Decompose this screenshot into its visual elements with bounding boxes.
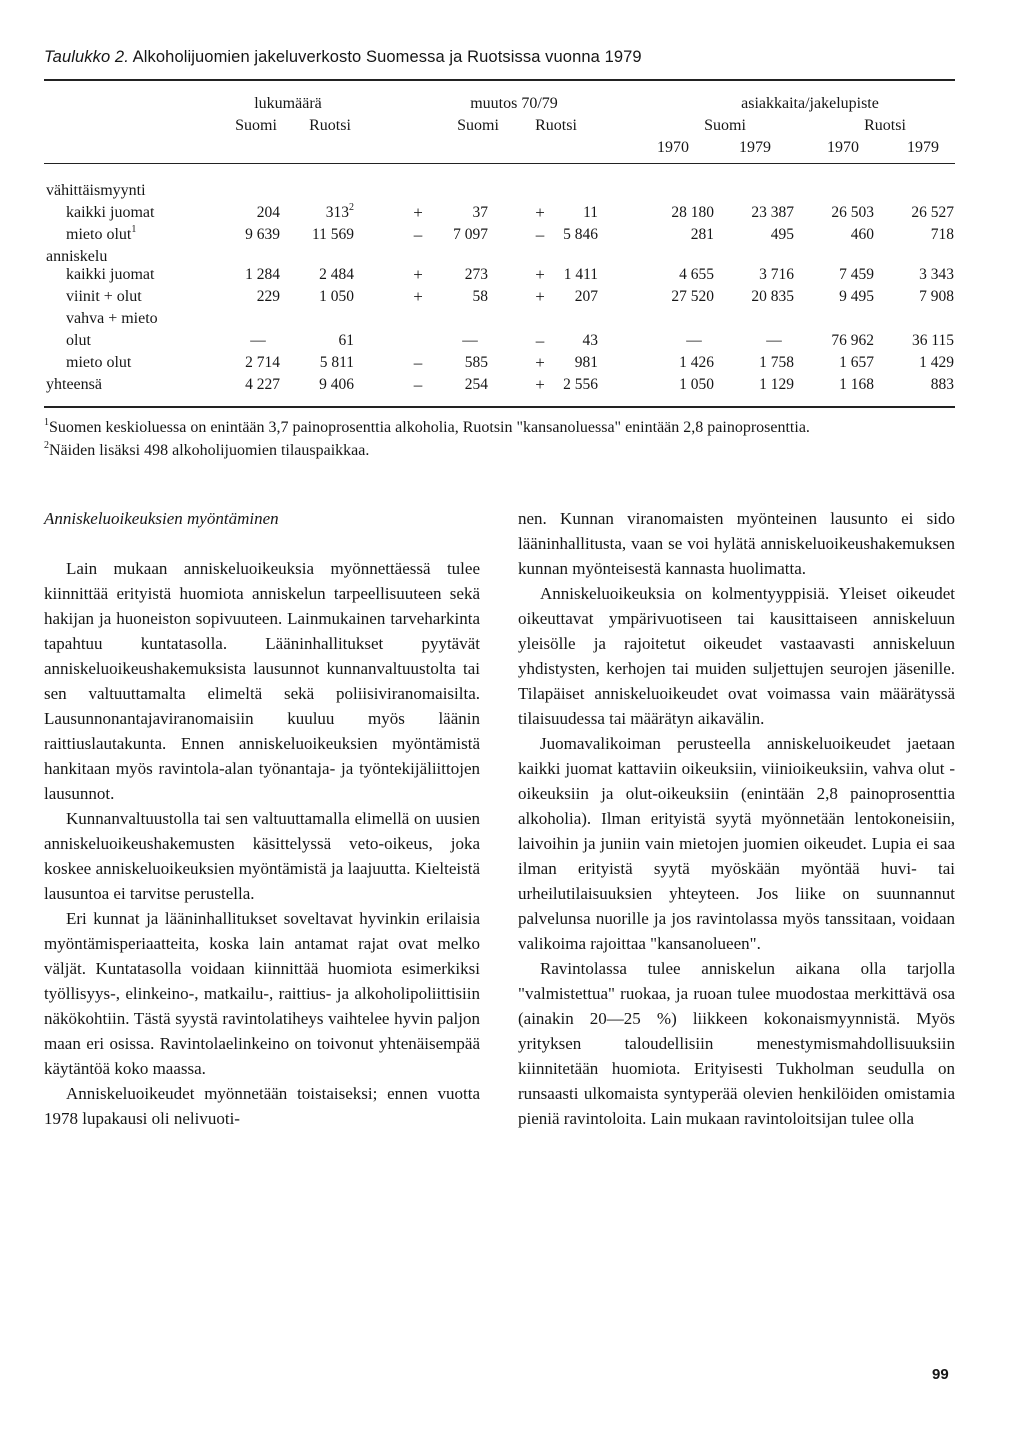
cell-cust-se-1979: 1 429 (919, 354, 954, 371)
header-country-change-se: Ruotsi (535, 117, 577, 134)
cell-footnote-mark: 2 (349, 201, 354, 213)
cell-cust-fi-1970: 1 426 (679, 354, 714, 371)
paragraph: Lain mukaan anniskeluoikeuksia myönnettäessä tulee kiinnittää erityistä huomiota anniskelun tarpeellisuuteen sekä hakijan ja huoneiston sopivuuteen. Lainmukainen tarveharkinta tapahtuu kuntatasolla. Lääninhallitukset pyytävät anniskeluoikeushakemuksista lausunnot kunnanvaltuustolta tai sen valtuuttamalta elimeltä sekä poliisiviranomaisilta. Lausunnonantajaviranomaisiin kuuluu myös läänin raittiuslautakunta. Ennen anniskeluoikeuksien myöntämistä hankitaan myös ravintola-alan työnantaja- ja työntekijäliittojen lausunnot. (44, 559, 480, 803)
cell-cust-se-1979: 3 343 (919, 266, 954, 283)
cell-cust-se-1970: 460 (850, 226, 874, 243)
cell-change-se: 2 556 (563, 376, 598, 393)
cell-cust-fi-1979: 23 387 (751, 204, 794, 221)
cell-count-fi: 4 227 (245, 376, 280, 393)
cell-cust-fi-1979: 1 129 (759, 376, 794, 393)
header-group-change: muutos 70/79 (470, 95, 558, 112)
page-number: 99 (932, 1366, 949, 1383)
cell-cust-fi-1970: — (686, 332, 702, 349)
paragraph: Anniskeluoikeuksia on kolmentyyppisiä. Yleiset oikeudet oikeuttavat ympärivuotiseen tai kausittaiseen anniskeluun yleisölle ja rajoitetut oikeudet vastaavasti anniskeluun yhdistysten, kerhojen tai muiden suljettujen seurojen jäsenille. Tilapäiset anniskeluoikeudet ovat voimassa vain määrätyssä tilaisuudessa tai määrätyn aikavälin. (518, 584, 955, 728)
row-label: kaikki juomat (66, 266, 155, 283)
cell-count-fi: 229 (256, 288, 280, 305)
cell-sign-fi: – (413, 225, 423, 244)
cell-cust-fi-1970: 281 (690, 226, 714, 243)
paragraph: Kunnanvaltuustolla tai sen valtuuttamalla elimellä on uusien anniskeluoikeushakemusten käsittelyssä veto-oikeus, joka koskee anniskeluoikeuksien myöntämistä ja laajuutta. Kielteistä lausuntoa ei tarvitse perustella. (44, 809, 480, 903)
row-footnote-mark: 1 (131, 223, 137, 235)
cell-change-fi: 7 097 (453, 226, 488, 243)
cell-sign-fi: – (413, 375, 423, 394)
footnote-1-mark: 1 (44, 416, 49, 428)
table-bottom-rule (44, 406, 955, 408)
cell-change-se: 207 (574, 288, 598, 305)
section-label-strong-mild: vahva + mieto (66, 310, 158, 327)
cell-change-se: 11 (583, 204, 598, 221)
cell-cust-fi-1979: 495 (770, 226, 794, 243)
cell-change-se: 43 (582, 332, 598, 349)
paragraph: Juomavalikoiman perusteella anniskeluoikeudet jaetaan kaikki juomat kattaviin oikeuksiin, viinioikeuksiin, vahva olut -oikeuksiin ja olut-oikeuksiin (enintään 2,8 painoprosenttia alkoholia). Ilman erityistä syytä myönnetään lentokoneisiin, laivoihin ja juniin vain mietojen juomien oikeudet. Lupia ei saa ilman erityistä syytä myöskään myöntää huvi- tai urheilutilaisuuksien yhteyteen. Jos liike on suunnannut palvelunsa nuorille ja jos ravintolassa myös tanssitaan, voidaan valikoima rajoittaa "kansanolueen". (518, 734, 955, 953)
cell-count-se: 5 811 (319, 354, 354, 371)
cell-count-fi: 1 284 (245, 266, 280, 283)
cell-cust-se-1970: 26 503 (831, 204, 874, 221)
header-year-se-1970: 1970 (827, 139, 859, 156)
cell-sign-se: + (535, 353, 545, 372)
header-country-change-fi: Suomi (457, 117, 499, 134)
cell-count-fi: 2 714 (245, 354, 280, 371)
header-country-customers-se: Ruotsi (864, 117, 906, 134)
header-year-se-1979: 1979 (907, 139, 939, 156)
row-label: olut (66, 332, 91, 349)
cell-count-se: 11 569 (311, 226, 354, 243)
cell-cust-se-1970: 1 657 (839, 354, 874, 371)
footnotes (44, 416, 959, 462)
footnote-2-mark: 2 (44, 439, 49, 451)
cell-change-se: 1 411 (563, 266, 598, 283)
cell-cust-se-1970: 1 168 (839, 376, 874, 393)
table-top-rule (44, 79, 955, 81)
footnote-2: $^2$Näiden lisäksi 498 alkoholijuomien tilauspaikkaa. (44, 439, 370, 459)
cell-cust-se-1979: 883 (930, 376, 954, 393)
cell-change-fi: — (462, 332, 478, 349)
cell-cust-se-1979: 718 (930, 226, 954, 243)
cell-cust-fi-1970: 1 050 (679, 376, 714, 393)
cell-sign-se: + (535, 265, 545, 284)
cell-cust-fi-1979: 3 716 (759, 266, 794, 283)
cell-cust-fi-1979: 1 758 (759, 354, 794, 371)
cell-sign-fi: + (413, 265, 423, 284)
section-label-retail: vähittäismyynti (46, 182, 146, 199)
section-label-onpremise: anniskelu (46, 248, 108, 265)
paragraph: Ravintolassa tulee anniskelun aikana olla tarjolla "valmistettua" ruokaa, ja ruoan tulee muodostaa merkittävä osa (ainakin 20—25 %) liikkeen kokonaismyynnistä. Myös yrityksen taloudellisiin menestymismahdollisuuksiin kiinnitetään huomiota. Erityisesti Tukholman seudulla on runsaasti ulkomaista syntyperää olevien henkilöiden omistamia pieniä ravintoloita. Lain mukaan ravintoloitsijan tulee olla (518, 959, 955, 1128)
cell-count-se: 9 406 (319, 376, 354, 393)
cell-count-se: 61 (338, 332, 354, 349)
cell-sign-se: – (535, 331, 545, 350)
cell-cust-fi-1970: 27 520 (671, 288, 714, 305)
row-label: mieto olut$^1$ (66, 223, 137, 243)
paragraph: Eri kunnat ja lääninhallitukset soveltavat hyvinkin erilaisia myöntämisperiaatteita, koska lain antamat rajat ovat melko väljät. Kuntatasolla voidaan kiinnittää huomiota esimerkiksi työllisyys-, elinkeino-, matkailu-, raittius- ja alkoholipoliittisiin näkökohtiin. Tästä syystä ravintolatiheys vaihtelee hyvin paljon maan eri osissa. Ravintolaelinkeino on toivonut yhtenäisempää käytäntöä koko maassa. (44, 909, 480, 1078)
cell-change-fi: 58 (472, 288, 488, 305)
cell-count-fi: 204 (256, 204, 280, 221)
header-year-fi-1970: 1970 (657, 139, 689, 156)
header-year-fi-1979: 1979 (739, 139, 771, 156)
cell-change-se: 5 846 (563, 226, 598, 243)
cell-count-se: 1 050 (319, 288, 354, 305)
cell-change-se: 981 (574, 354, 598, 371)
cell-change-fi: 37 (472, 204, 488, 221)
header-group-customers: asiakkaita/jakelupiste (741, 95, 879, 112)
table-caption-title: Alkoholijuomien jakeluverkosto Suomessa ja Ruotsissa vuonna 1979 (132, 48, 642, 66)
cell-change-fi: 254 (464, 376, 488, 393)
footnote-1: $^1$Suomen keskioluessa on enintään 3,7 painoprosenttia alkoholia, Ruotsin "kansanoluessa" enintään 2,8 painoprosenttia. (44, 416, 810, 436)
row-label: yhteensä (46, 376, 102, 393)
cell-count-se: $313^2$ (325, 201, 354, 221)
cell-sign-fi: + (413, 203, 423, 222)
table-header-rule (44, 163, 955, 164)
cell-cust-fi-1970: 28 180 (671, 204, 714, 221)
row-label: kaikki juomat (66, 204, 155, 221)
cell-cust-fi-1979: — (766, 332, 782, 349)
cell-change-fi: 273 (464, 266, 488, 283)
cell-cust-se-1970: 76 962 (831, 332, 874, 349)
cell-count-se: 2 484 (319, 266, 354, 283)
cell-cust-se-1979: 26 527 (911, 204, 954, 221)
header-country-count-fi: Suomi (235, 117, 277, 134)
cell-change-fi: 585 (464, 354, 488, 371)
cell-cust-fi-1970: 4 655 (679, 266, 714, 283)
cell-count-fi: — (250, 332, 266, 349)
table-caption (44, 48, 642, 67)
cell-cust-se-1979: 7 908 (919, 288, 954, 305)
cell-count-fi: 9 639 (245, 226, 280, 243)
paragraph: nen. Kunnan viranomaisten myönteinen lausunto ei sido lääninhallitusta, vaan se voi hylätä anniskeluoikeushakemuksen kunnan myönteisestä kannasta huolimatta. (518, 509, 955, 578)
row-label: viinit + olut (66, 288, 142, 305)
cell-sign-fi: + (413, 287, 423, 306)
cell-cust-se-1970: 7 459 (839, 266, 874, 283)
row-label: mieto olut (66, 354, 132, 371)
table-caption-label: Taulukko 2. (44, 48, 129, 66)
header-group-count: lukumäärä (254, 95, 322, 112)
paragraph: Anniskeluoikeudet myönnetään toistaiseksi; ennen vuotta 1978 lupakausi oli nelivuoti- (44, 1084, 480, 1128)
cell-cust-se-1970: 9 495 (839, 288, 874, 305)
body-left-column (44, 506, 480, 1131)
body-right-column (518, 506, 955, 1131)
cell-sign-se: + (535, 287, 545, 306)
cell-sign-se: + (535, 375, 545, 394)
cell-cust-fi-1979: 20 835 (751, 288, 794, 305)
cell-cust-se-1979: 36 115 (911, 332, 954, 349)
cell-sign-se: – (535, 225, 545, 244)
cell-sign-fi: – (413, 353, 423, 372)
header-country-customers-fi: Suomi (704, 117, 746, 134)
cell-sign-se: + (535, 203, 545, 222)
section-title: Anniskeluoikeuksien myöntäminen (44, 509, 279, 528)
header-country-count-se: Ruotsi (309, 117, 351, 134)
